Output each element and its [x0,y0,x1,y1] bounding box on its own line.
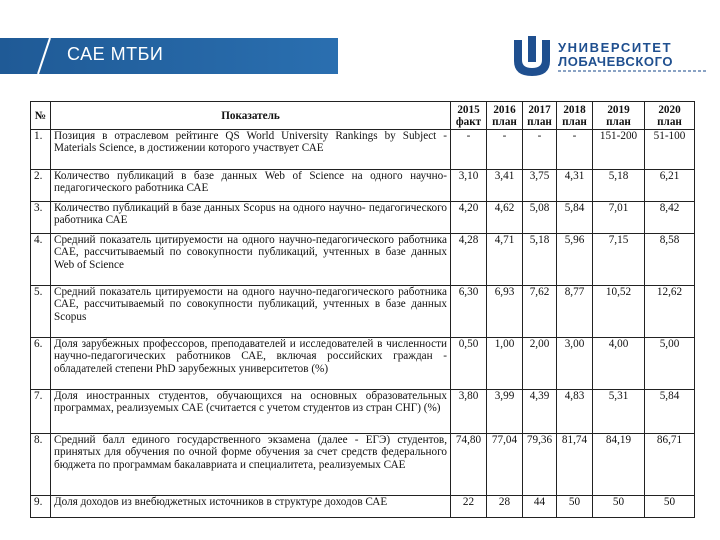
row-value-2015: 22 [451,496,487,518]
table-row [31,130,695,170]
row-number: 9. [31,496,51,518]
header-year-label: 2015 [457,103,480,116]
row-value-2015: 74,80 [451,434,487,496]
header-year-label: 2016 [493,103,516,116]
row-value-2015: 4,28 [451,234,487,286]
row-number: 6. [31,338,51,390]
row-value-2020: 8,42 [645,202,695,234]
header-year-kind: план [562,115,587,128]
row-number: 2. [31,170,51,202]
row-value-2018: - [557,130,593,170]
row-value-2015: 4,20 [451,202,487,234]
row-value-2020: 5,00 [645,338,695,390]
row-value-2020: 6,21 [645,170,695,202]
row-value-2019: 151-200 [593,130,645,170]
row-value-2018: 4,31 [557,170,593,202]
row-value-2016: 6,93 [487,286,523,338]
logo-tagline-decoration [558,70,708,72]
row-value-2018: 4,83 [557,390,593,434]
row-value-2018: 8,77 [557,286,593,338]
row-value-2015: - [451,130,487,170]
header-year-label: 2017 [528,103,551,116]
row-value-2015: 3,10 [451,170,487,202]
header-year-kind: план [606,115,631,128]
row-indicator-text: Доля зарубежных профессоров, преподавателей и исследователей в численности научно-педагогических работников САЕ, включая российских граждан - обладателей степени PhD зарубежных университетов (%) [51,338,451,390]
row-value-2018: 3,00 [557,338,593,390]
row-value-2019: 7,01 [593,202,645,234]
row-value-2019: 5,31 [593,390,645,434]
row-value-2019: 10,52 [593,286,645,338]
row-value-2019: 7,15 [593,234,645,286]
row-value-2019: 5,18 [593,170,645,202]
row-value-2018: 5,84 [557,202,593,234]
table-row [31,286,695,338]
header-year-2017 [523,102,557,130]
row-indicator-text: Количество публикаций в базе данных Scopus на одного научно- педагогического работника САЕ [51,202,451,234]
table-row [31,202,695,234]
indicators-table [30,101,695,518]
row-number: 7. [31,390,51,434]
header-year-label: 2018 [563,103,586,116]
row-value-2016: 28 [487,496,523,518]
header-year-2015 [451,102,487,130]
header-year-2018 [557,102,593,130]
row-value-2017: 5,18 [523,234,557,286]
row-value-2020: 86,71 [645,434,695,496]
header-year-kind: план [657,115,682,128]
row-value-2018: 81,74 [557,434,593,496]
row-value-2015: 3,80 [451,390,487,434]
logo-text-lobachevsky: ЛОБАЧЕВСКОГО [558,54,674,69]
row-value-2017: 7,62 [523,286,557,338]
header-indicator: Показатель [51,102,451,130]
row-value-2020: 50 [645,496,695,518]
row-value-2017: 3,75 [523,170,557,202]
row-value-2016: - [487,130,523,170]
row-number: 8. [31,434,51,496]
row-value-2017: 44 [523,496,557,518]
row-value-2020: 51-100 [645,130,695,170]
header-year-2016 [487,102,523,130]
row-value-2016: 3,41 [487,170,523,202]
row-value-2016: 4,71 [487,234,523,286]
row-value-2020: 5,84 [645,390,695,434]
table-row [31,234,695,286]
table-body [31,130,695,518]
row-value-2019: 84,19 [593,434,645,496]
table-row [31,434,695,496]
row-indicator-text: Средний показатель цитируемости на одного научно-педагогического работника САЕ, рассчитываемый по совокупности публикаций, учтенных в базе данных Web of Science [51,234,451,286]
row-value-2017: 2,00 [523,338,557,390]
row-value-2016: 1,00 [487,338,523,390]
row-number: 1. [31,130,51,170]
row-number: 5. [31,286,51,338]
table-header-row [31,102,695,130]
header-num: № [31,102,51,130]
page-title: САЕ МТБИ [67,44,164,64]
header-year-2019 [593,102,645,130]
row-value-2019: 4,00 [593,338,645,390]
row-number: 3. [31,202,51,234]
header-year-2020 [645,102,695,130]
row-indicator-text: Позиция в отраслевом рейтинге QS World University Rankings by Subject - Materials Science, в достижении которого участвует САЕ [51,130,451,170]
header-slash-decoration [0,38,60,74]
table-row [31,338,695,390]
row-indicator-text: Доля иностранных студентов, обучающихся на основных образовательных программах, реализуемых САЕ (считается с учетом студентов из стран СНГ) (%) [51,390,451,434]
row-value-2017: 4,39 [523,390,557,434]
row-value-2017: - [523,130,557,170]
header-year-label: 2020 [658,103,681,116]
row-value-2017: 79,36 [523,434,557,496]
row-number: 4. [31,234,51,286]
row-value-2019: 50 [593,496,645,518]
logo-text-university: УНИВЕРСИТЕТ [558,40,673,55]
header-year-kind: план [527,115,552,128]
table-row [31,390,695,434]
header-year-kind: план [492,115,517,128]
header-year-kind: факт [455,115,482,128]
table-row [31,170,695,202]
row-value-2015: 6,30 [451,286,487,338]
row-value-2016: 77,04 [487,434,523,496]
row-value-2018: 50 [557,496,593,518]
row-value-2017: 5,08 [523,202,557,234]
row-indicator-text: Доля доходов из внебюджетных источников в структуре доходов САЕ [51,496,451,518]
row-value-2016: 4,62 [487,202,523,234]
header-year-label: 2019 [607,103,630,116]
row-indicator-text: Средний показатель цитируемости на одного научно-педагогического работника САЕ, рассчитываемый по совокупности публикаций, учтенных в базе данных Scopus [51,286,451,338]
row-value-2020: 8,58 [645,234,695,286]
row-value-2020: 12,62 [645,286,695,338]
university-logo [510,34,710,80]
table-row [31,496,695,518]
row-value-2015: 0,50 [451,338,487,390]
row-indicator-text: Количество публикаций в базе данных Web of Science на одного научно- педагогического работника САЕ [51,170,451,202]
row-indicator-text: Средний балл единого государственного экзамена (далее - ЕГЭ) студентов, принятых для обучения по очной форме обучения за счет средств федерального бюджета по программам бакалавриата и специалитета, реализуемых САЕ [51,434,451,496]
row-value-2016: 3,99 [487,390,523,434]
row-value-2018: 5,96 [557,234,593,286]
logo-mark-icon [510,34,554,78]
